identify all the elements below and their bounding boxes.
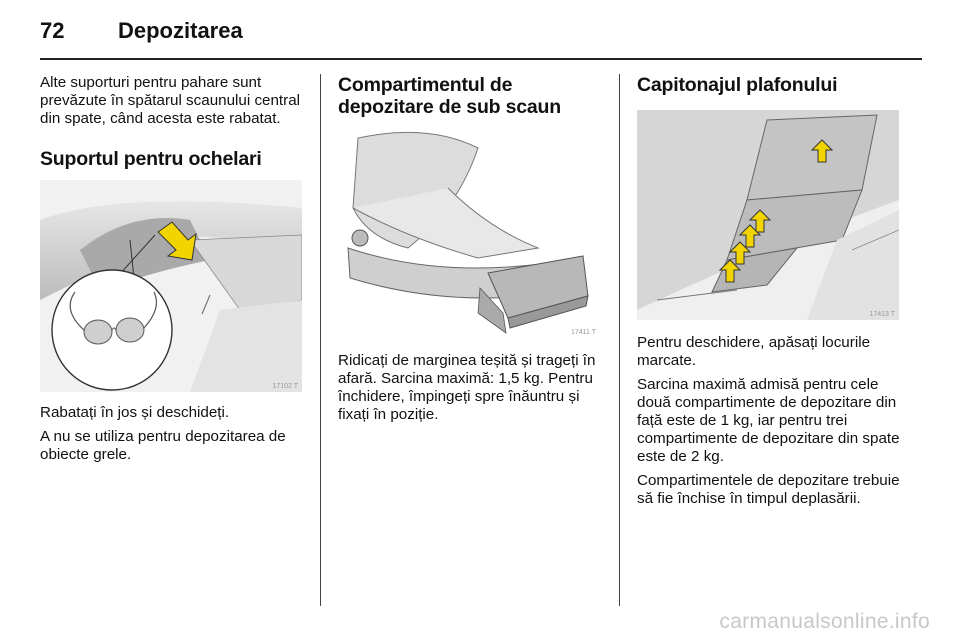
- paragraph-fold-down: Rabatați în jos și deschideți.: [40, 404, 230, 421]
- paragraph-close-while-driving: Compartimentele de depozitare trebuie să fie închise în timpul deplasării.: [637, 472, 900, 507]
- figure-id: 17411 T: [570, 329, 596, 336]
- figure-glasses-holder: [40, 180, 302, 392]
- watermark: carmanualsonline.info: [719, 610, 930, 633]
- paragraph-open: Pentru deschidere, apăsați locurile marcate.: [637, 334, 871, 369]
- section-heading-under-seat: Compartimentul de depozitare de sub scaun: [338, 74, 561, 118]
- chapter-title: Depozitarea: [118, 18, 243, 43]
- page-number: 72: [40, 18, 65, 43]
- column-divider: [320, 74, 321, 606]
- figure-headliner: [637, 110, 899, 320]
- section-heading-headliner: Capitonajul plafonului: [637, 74, 838, 96]
- right-column: [637, 74, 901, 508]
- left-column: [40, 74, 308, 464]
- intro-paragraph: Alte suporturi pentru pahare sunt prevăzute în spătarul scaunului central din spate, când acesta este rabatat.: [40, 74, 301, 127]
- figure-id: 17413 T: [869, 311, 895, 318]
- paragraph-warning: A nu se utiliza pentru depozitarea de obiecte grele.: [40, 428, 286, 463]
- header-rule: [40, 58, 922, 60]
- figure-id: 17102 T: [272, 383, 298, 390]
- section-heading-glasses: Suportul pentru ochelari: [40, 148, 262, 170]
- paragraph-under-seat: Ridicați de marginea teșită și trageți în afară. Sarcina maximă: 1,5 kg. Pentru închidere, împingeți spre înăuntru și fixați în poziție.: [338, 352, 596, 423]
- middle-column: [338, 74, 604, 424]
- column-divider: [619, 74, 620, 606]
- paragraph-max-load: Sarcina maximă admisă pentru cele două compartimente de depozitare din față este de 1 kg, iar pentru trei compartimente de depozitare din spate este de 2 kg.: [637, 376, 900, 465]
- figure-under-seat-drawer: [338, 128, 600, 338]
